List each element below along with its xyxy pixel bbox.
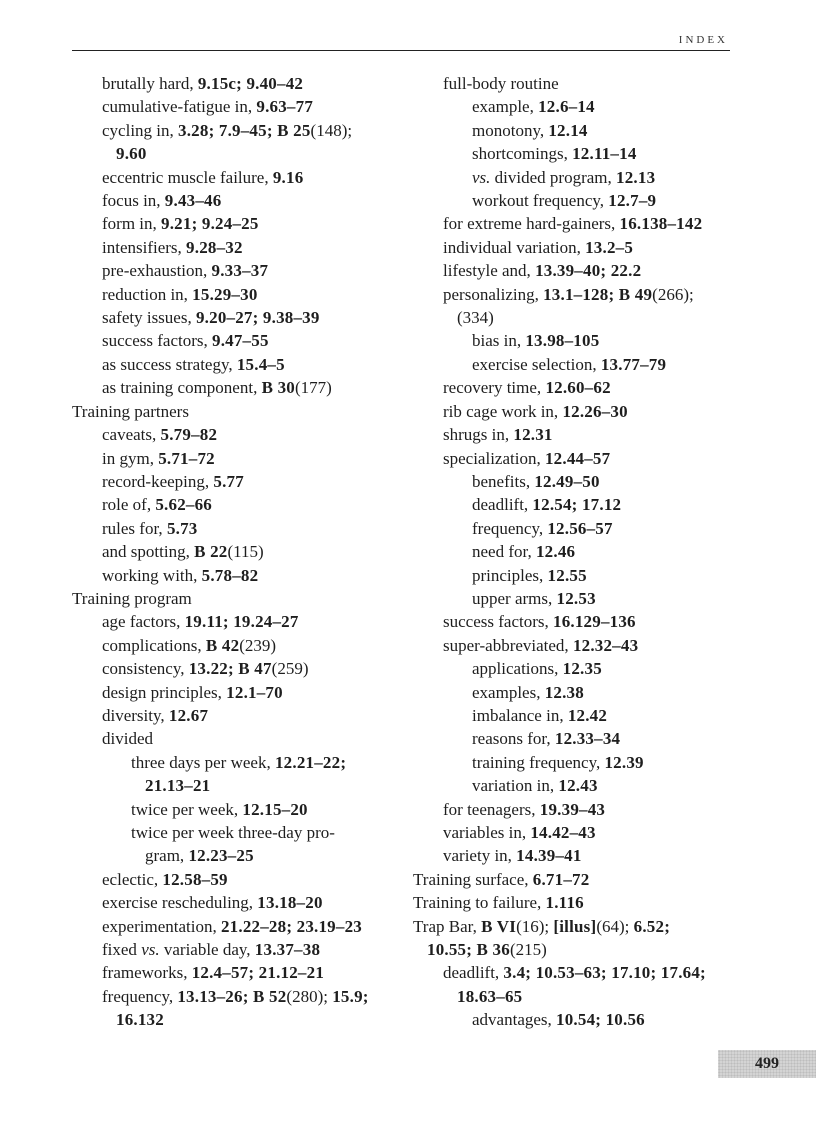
page-reference: 6.71–72 [532,869,590,889]
index-entry [72,961,412,984]
index-entry [72,704,412,727]
page-reference: 15.9; [332,986,369,1006]
entry-text: frequency, [102,986,178,1006]
index-entry [413,704,753,727]
entry-text: principles, [472,565,548,585]
index-entry [413,353,753,376]
index-entry [413,400,753,423]
index-entry [72,938,412,961]
entry-text: Training partners [72,401,189,421]
entry-text: success factors, [102,331,212,351]
page-reference: 18.63–65 [457,986,523,1006]
entry-text: recovery time, [443,378,546,398]
entry-text: reasons for, [472,729,555,749]
index-entry [413,634,753,657]
entry-text: safety issues, [102,308,196,328]
page-reference: 13.98–105 [525,331,600,351]
entry-text: rib cage work in, [443,401,563,421]
entry-text: workout frequency, [472,191,609,211]
index-entry [72,985,412,1008]
entry-text: monotony, [472,120,549,140]
index-entry [72,400,412,423]
page-reference: 19.11; 19.24–27 [184,612,299,632]
entry-text: diversity, [102,705,169,725]
entry-text: advantages, [472,1010,557,1030]
entry-text: (259) [271,659,309,679]
page-reference: 12.67 [168,705,209,725]
index-entry [413,119,753,142]
page-reference: 15.4–5 [236,354,285,374]
entry-text: experimentation, [102,916,221,936]
index-entry [72,868,412,891]
index-entry [413,938,753,961]
entry-text: intensifiers, [102,237,187,257]
entry-text: vs. [472,167,491,187]
index-entry [72,587,412,610]
entry-text: example, [472,97,539,117]
index-entry [413,798,753,821]
entry-text: exercise selection, [472,354,601,374]
entry-text: (215) [509,940,547,960]
page-reference: 16.138–142 [619,214,703,234]
page-reference: 12.58–59 [162,869,228,889]
entry-text: Training to failure, [413,893,546,913]
index-entry [72,306,412,329]
page-reference: 9.20–27; 9.38–39 [195,308,320,328]
index-entry [72,727,412,750]
index-entry [72,610,412,633]
entry-text: deadlift, [443,963,504,983]
page-reference: 12.54; 17.12 [532,495,622,515]
entry-text: imbalance in, [472,705,568,725]
page-reference: 1.116 [545,893,584,913]
index-entry [72,353,412,376]
page-reference: 12.14 [548,120,588,140]
index-entry [72,821,412,844]
page-reference: 14.42–43 [530,823,596,842]
index-entry [72,681,412,704]
index-entry [72,1008,412,1031]
index-entry [413,961,753,984]
page-reference: 9.16 [272,167,304,187]
entry-text: applications, [472,659,563,679]
entry-text: (280); [286,986,333,1006]
page-reference: 12.35 [562,659,602,679]
entry-text: variables in, [443,823,531,842]
page-reference: 12.23–25 [188,846,254,866]
page-reference: 9.21; 9.24–25 [161,214,259,234]
index-entry [413,587,753,610]
running-head: INDEX [678,34,728,46]
entry-text: vs. [141,940,160,960]
index-entry [413,376,753,399]
entry-text: eccentric muscle failure, [102,167,273,187]
page-reference: 9.33–37 [211,261,269,281]
page-reference: 12.21–22; [274,752,347,772]
page-reference: 12.56–57 [547,518,613,538]
page-reference: 13.39–40; 22.2 [535,261,642,281]
index-column-left [72,72,412,1032]
entry-text: twice per week, [131,799,243,819]
index-entry [413,540,753,563]
entry-text: Training program [72,588,192,608]
page-reference: 12.31 [513,425,553,445]
index-entry [72,423,412,446]
page-reference: 9.28–32 [186,237,243,257]
entry-text: personalizing, [443,284,544,304]
entry-text: cumulative-fatigue in, [102,97,257,117]
entry-text: specialization, [443,448,545,468]
index-entry [413,564,753,587]
index-entry [72,540,412,563]
page-reference: 13.37–38 [254,940,321,960]
page-reference: 12.4–57; 21.12–21 [191,963,325,983]
page-reference: 19.39–43 [539,799,606,819]
entry-text: twice per week three-day pro- [131,823,335,842]
entry-text: three days per week, [131,752,275,772]
page-reference: 9.60 [116,144,147,164]
page-reference: 12.55 [547,565,587,585]
page-reference: 12.11–14 [572,144,637,164]
index-entry [72,212,412,235]
entry-text: individual variation, [443,237,586,257]
entry-text: exercise rescheduling, [102,893,258,913]
index-entry [413,774,753,797]
page-reference: 12.32–43 [572,635,639,655]
index-entry [72,915,412,938]
index-entry [72,774,412,797]
entry-text: brutally hard, [102,74,198,93]
entry-text: complications, [102,635,206,655]
entry-text: (16); [516,916,554,936]
page-reference: 12.49–50 [534,471,600,491]
entry-text: (64); [596,916,634,936]
page-reference: 12.6–14 [538,97,595,117]
entry-text: as success strategy, [102,354,237,374]
index-entry [413,470,753,493]
entry-text: variation in, [472,776,559,796]
page-reference: 13.77–79 [600,354,667,374]
page-reference: 9.47–55 [212,331,269,351]
entry-text: caveats, [102,425,161,445]
index-entry [413,610,753,633]
entry-text: upper arms, [472,588,557,608]
index-entry [413,306,753,329]
index-entry [72,517,412,540]
entry-text: Trap Bar, [413,916,482,936]
index-entry [413,751,753,774]
index-entry [72,844,412,867]
page-reference: 5.79–82 [160,425,218,445]
index-entry [413,657,753,680]
page-reference: 9.63–77 [256,97,314,117]
entry-text: full-body routine [443,74,559,93]
index-entry [72,119,412,142]
index-entry [413,329,753,352]
index-entry [413,72,753,95]
entry-text: (115) [227,542,264,562]
page-number: 499 [718,1050,816,1078]
entry-text: pre-exhaustion, [102,261,212,281]
entry-text: form in, [102,214,162,234]
index-entry [413,821,753,844]
page-reference: B 42 [205,635,240,655]
entry-text: examples, [472,682,545,702]
entry-text: variety in, [443,846,517,866]
index-entry [72,236,412,259]
page-reference: 10.55; B 36 [427,940,510,960]
page-reference: 12.13 [616,167,656,187]
page-reference: 5.78–82 [201,565,259,585]
index-entry [72,329,412,352]
page-reference: 10.54; 10.56 [556,1010,645,1030]
entry-text: success factors, [443,612,553,632]
entry-text: rules for, [102,518,167,538]
index-entry [413,259,753,282]
entry-text: Training surface, [413,869,533,889]
index-entry [413,212,753,235]
index-entry [72,751,412,774]
entry-text: deadlift, [472,495,533,515]
index-entry [72,166,412,189]
entry-text: frequency, [472,518,548,538]
page-reference: 13.22; B 47 [188,659,272,679]
index-entry [413,189,753,212]
page-reference: 12.43 [558,776,598,796]
entry-text: as training component, [102,378,262,398]
page-reference: 12.1–70 [226,682,283,702]
entry-text: lifestyle and, [443,261,536,281]
page-reference: 16.132 [116,1010,164,1030]
page-reference: 5.71–72 [158,448,215,468]
page-reference: 5.77 [213,471,244,491]
entry-text: divided program, [490,167,617,187]
index-entry [72,634,412,657]
page-reference: 12.15–20 [242,799,308,819]
page-reference: 9.43–46 [164,191,222,211]
entry-text: gram, [145,846,189,866]
index-entry [72,72,412,95]
entry-text: for extreme hard-gainers, [443,214,620,234]
page-reference: 12.42 [567,705,608,725]
index-entry [413,868,753,891]
page-reference: 12.39 [604,752,644,772]
entry-text: divided [102,729,153,749]
page-reference: 12.53 [556,588,596,608]
index-entry [72,493,412,516]
index-entry [413,915,753,938]
page-reference: 12.7–9 [608,191,657,211]
entry-text: and spotting, [102,542,195,562]
index-entry [413,423,753,446]
page-reference: 12.44–57 [544,448,611,468]
entry-text: frameworks, [102,963,192,983]
entry-text: record-keeping, [102,471,214,491]
index-entry [413,283,753,306]
index-entry [413,891,753,914]
page-reference: 13.1–128; B 49 [543,284,653,304]
index-entry [72,189,412,212]
index-entry [413,517,753,540]
index-entry [413,166,753,189]
index-entry [72,95,412,118]
index-entry [72,657,412,680]
entry-text: bias in, [472,331,526,351]
entry-text: (266); [652,284,694,304]
entry-text: (334) [457,308,494,328]
entry-text: training frequency, [472,752,605,772]
page-reference: 12.46 [535,542,576,562]
entry-text: reduction in, [102,284,193,304]
entry-text: variable day, [159,940,255,960]
entry-text: super-abbreviated, [443,635,573,655]
entry-text: consistency, [102,659,189,679]
page-reference: 6.52; [633,916,671,936]
page-reference: 5.62–66 [155,495,212,515]
index-entry [413,95,753,118]
page-reference: B 30 [261,378,295,398]
index-column-right [413,72,753,1032]
entry-text: need for, [472,542,536,562]
index-entry [413,493,753,516]
index-entry [413,844,753,867]
page-reference: 21.22–28; 23.19–23 [220,916,362,936]
page-reference: 12.38 [544,682,584,702]
index-entry [72,470,412,493]
index-entry [72,891,412,914]
index-entry [413,236,753,259]
entry-text: design principles, [102,682,227,702]
index-entry [72,283,412,306]
index-entry [72,142,412,165]
page-reference: 21.13–21 [145,776,211,796]
entry-text: role of, [102,495,156,515]
entry-text: working with, [102,565,202,585]
page-reference: 15.29–30 [192,284,258,304]
page-reference: [illus] [553,916,597,936]
header-rule [72,50,730,51]
page-reference: 12.26–30 [562,401,628,421]
index-entry [413,681,753,704]
index-entry [72,564,412,587]
entry-text: for teenagers, [443,799,540,819]
index-entry [413,447,753,470]
index-entry [72,376,412,399]
page-reference: 14.39–41 [516,846,582,866]
page-reference: 12.33–34 [554,729,621,749]
page-reference: 3.4; 10.53–63; 17.10; 17.64; [503,963,706,983]
entry-text: focus in, [102,191,165,211]
entry-text: shortcomings, [472,144,573,164]
page-reference: 9.15c; 9.40–42 [197,74,304,93]
entry-text: shrugs in, [443,425,514,445]
page-reference: 3.28; 7.9–45; B 25 [178,120,311,140]
page-reference: 5.73 [166,518,198,538]
entry-text: age factors, [102,612,185,632]
entry-text: (239) [239,635,277,655]
index-entry [72,447,412,470]
page-reference: 13.2–5 [585,237,634,257]
page-reference: 13.13–26; B 52 [177,986,287,1006]
entry-text: (177) [294,378,332,398]
index-entry [72,798,412,821]
entry-text: in gym, [102,448,159,468]
page-reference: 13.18–20 [257,893,323,913]
entry-text: cycling in, [102,120,179,140]
page-reference: 16.129–136 [553,612,636,632]
index-entry [413,985,753,1008]
index-entry [72,259,412,282]
index-entry [413,142,753,165]
index-entry [413,727,753,750]
entry-text: fixed [102,940,142,960]
entry-text: eclectic, [102,869,163,889]
entry-text: (148); [310,120,353,140]
index-entry [413,1008,753,1031]
page-reference: B 22 [194,542,228,562]
page-reference: 12.60–62 [545,378,611,398]
entry-text: benefits, [472,471,535,491]
page-reference: B VI [481,916,517,936]
